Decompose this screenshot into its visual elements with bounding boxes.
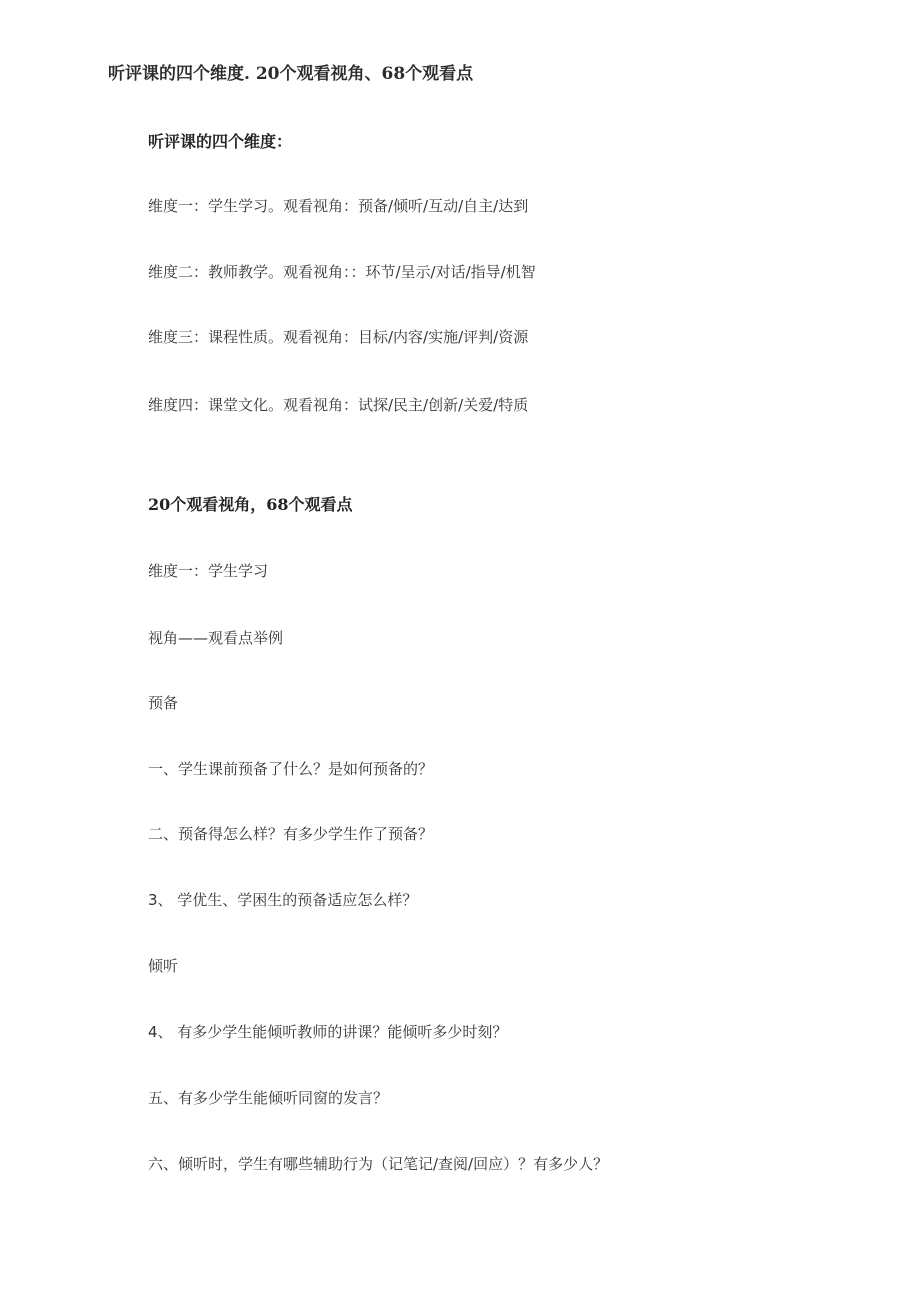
section-heading-perspectives: 20个观看视角，68个观看点 [148,495,353,514]
prep-item: 一、学生课前预备了什么？是如何预备的？ [148,760,434,778]
dimension-one-label: 维度一：学生学习 [148,562,269,580]
perspective-prep-label: 预备 [148,694,179,712]
listen-item: 六、倾听时，学生有哪些辅助行为（记笔记/查阅/回应）？有多少人？ [148,1155,609,1173]
dimension-line: 维度一：学生学习。观看视角：预备/倾听/互动/自主/达到 [148,197,529,215]
dimension-line: 维度三：课程性质。观看视角：目标/内容/实施/评判/资源 [148,328,529,346]
perspective-heading: 视角——观看点举例 [148,629,284,647]
listen-item: 4、 有多少学生能倾听教师的讲课？能倾听多少时刻？ [148,1023,508,1041]
document-title: 听评课的四个维度. 20个观看视角、68个观看点 [108,64,474,84]
dimension-line: 维度二：教师教学。观看视角：：环节/呈示/对话/指导/机智 [148,263,536,281]
prep-item: 3、 学优生、学困生的预备适应怎么样？ [148,891,418,909]
dimension-line: 维度四：课堂文化。观看视角：试探/民主/创新/关爱/特质 [148,396,529,414]
perspective-listen-label: 倾听 [148,957,179,975]
listen-item: 五、有多少学生能倾听同窗的发言？ [148,1089,389,1107]
section-heading-four-dimensions: 听评课的四个维度： [148,132,293,151]
prep-item: 二、预备得怎么样？有多少学生作了预备？ [148,825,434,843]
